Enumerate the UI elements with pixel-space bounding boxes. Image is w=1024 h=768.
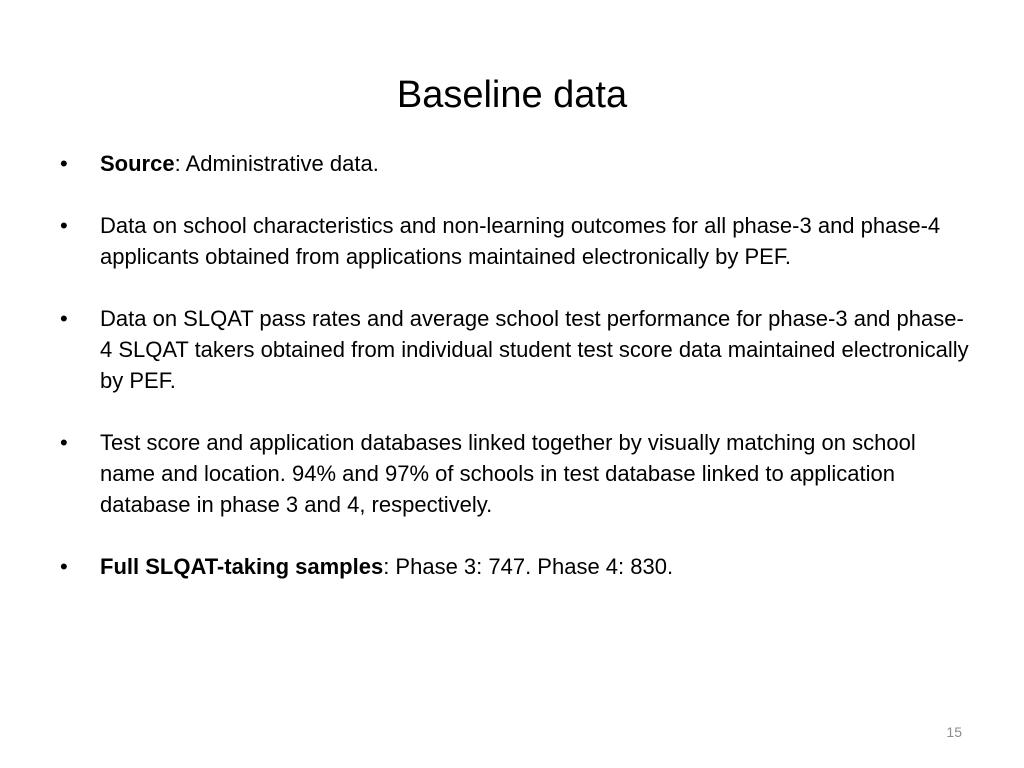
bullet-text: : Administrative data.: [174, 151, 379, 176]
bullet-text: Data on school characteristics and non-learning outcomes for all phase-3 and phase-4 applicants obtained from applications maintained electronically by PEF.: [100, 213, 941, 269]
bullet-item-source: [60, 148, 970, 179]
bullet-icon: •: [60, 151, 68, 176]
bullet-icon: •: [60, 430, 68, 455]
bullet-label: Source: [100, 151, 175, 176]
bullet-label: Full SLQAT-taking samples: [100, 554, 384, 579]
bullet-icon: •: [60, 554, 68, 579]
bullet-text: : Phase 3: 747. Phase 4: 830.: [383, 554, 674, 579]
bullet-text: Data on SLQAT pass rates and average school test performance for phase-3 and phase-4 SLQAT takers obtained from individual student test score data maintained electronically by PEF.: [100, 306, 969, 393]
bullet-item-school-characteristics: [60, 210, 970, 272]
bullet-icon: •: [60, 306, 68, 331]
bullet-icon: •: [60, 213, 68, 238]
bullet-item-sample-sizes: [60, 551, 970, 582]
page-number: 15: [946, 724, 962, 740]
bullet-item-database-linking: [60, 427, 970, 520]
bullet-item-slqat-pass-rates: [60, 303, 970, 396]
bullet-text: Test score and application databases linked together by visually matching on school name and location. 94% and 97% of schools in test database linked to application database in phase 3 and 4, respectively.: [100, 430, 916, 517]
bullet-list: [60, 148, 970, 582]
slide-title: Baseline data: [396, 74, 628, 116]
